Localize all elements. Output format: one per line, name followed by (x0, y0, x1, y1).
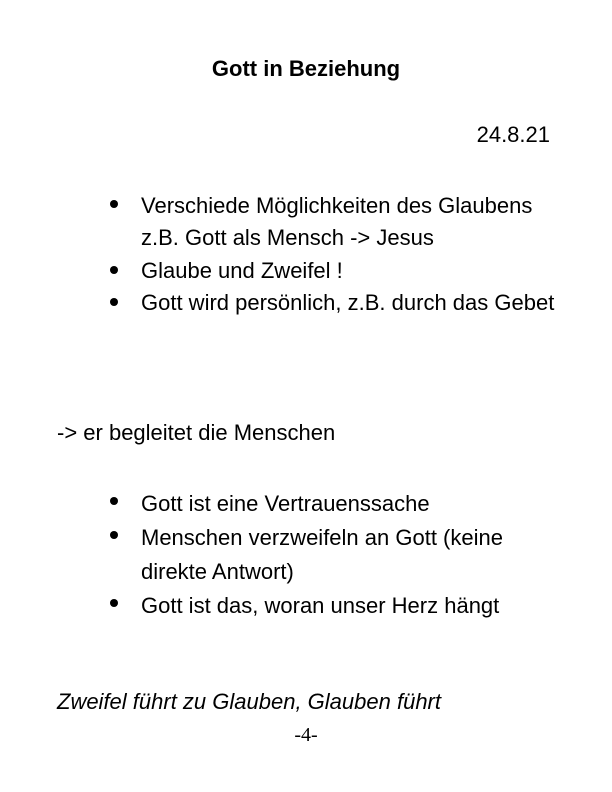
list-item: Gott wird persönlich, z.B. durch das Gebet (0, 288, 612, 318)
list-item: Glaube und Zweifel ! (0, 256, 612, 286)
arrow-statement: -> er begleitet die Menschen (57, 420, 336, 445)
list-item: Gott ist eine Vertrauenssache (0, 487, 612, 521)
list-item: Gott ist das, woran unser Herz hängt (0, 589, 612, 623)
conclusion-text: Zweifel führt zu Glauben, Glauben führt (57, 689, 441, 714)
bullet-list-2 (0, 487, 612, 623)
list-item: Menschen verzweifeln an Gott (keine direkte Antwort) (0, 521, 612, 589)
list-item: Verschiede Möglichkeiten des Glaubens z.B. Gott als Mensch -> Jesus (0, 190, 612, 254)
page-title: Gott in Beziehung (211, 56, 401, 81)
page-number: -4- (294, 724, 318, 746)
date-label: 24.8.21 (476, 122, 550, 147)
bullet-list-1 (0, 190, 612, 318)
